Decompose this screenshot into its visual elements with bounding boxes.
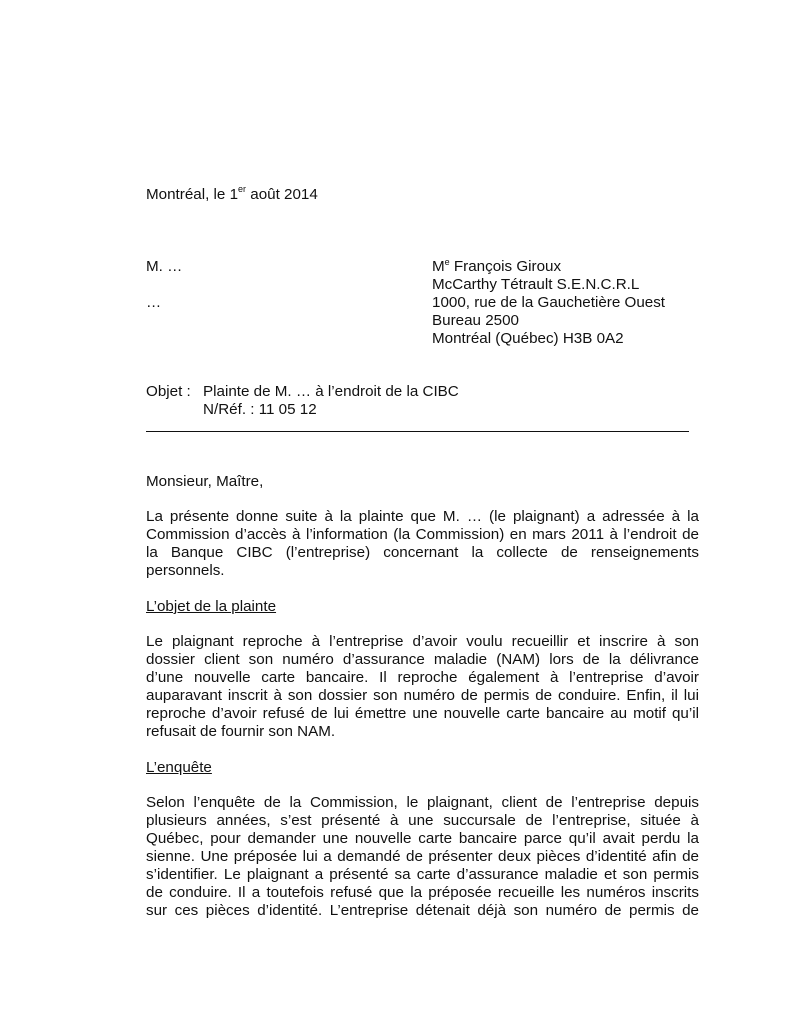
investigation-line: Selon l’enquête de la Commission, le plaignant, client de l’entreprise depuis bbox=[146, 794, 699, 811]
intro-paragraph bbox=[146, 508, 699, 580]
investigation-line: de conduire. Il a toutefois refusé que la préposée recueille les numéros inscrits bbox=[146, 884, 699, 901]
section-heading-complaint: L’objet de la plainte bbox=[146, 598, 277, 615]
intro-line: La présente donne suite à la plainte que M. … (le plaignant) a adressée à la bbox=[146, 508, 699, 525]
subject-divider bbox=[146, 431, 689, 432]
sender-city: Montréal (Québec) H3B 0A2 bbox=[432, 330, 624, 347]
complaint-line: reproche d’avoir refusé de lui émettre une nouvelle carte bancaire au motif qu’il bbox=[146, 705, 699, 722]
section-heading-investigation: L’enquête bbox=[146, 759, 212, 776]
sender-address-block bbox=[432, 258, 665, 348]
intro-line: la Banque CIBC (l’entreprise) concernant la collecte de renseignements bbox=[146, 544, 699, 561]
complaint-line: dossier client son numéro d’assurance maladie (NAM) lors de la délivrance bbox=[146, 651, 699, 668]
recipient-line-1: M. … bbox=[146, 258, 183, 275]
investigation-paragraph bbox=[146, 794, 699, 920]
letter-date bbox=[146, 186, 318, 203]
complaint-paragraph bbox=[146, 633, 699, 741]
intro-line: personnels. bbox=[146, 562, 225, 579]
sender-title: M bbox=[432, 258, 445, 275]
date-superscript: er bbox=[238, 184, 247, 194]
subject-text: Plainte de M. … à l’endroit de la CIBC bbox=[203, 383, 459, 400]
subject-block bbox=[146, 383, 459, 419]
recipient-block bbox=[146, 258, 182, 330]
complaint-line: auparavant inscrit à son dossier son numéro de permis de conduire. Enfin, il lui bbox=[146, 687, 699, 704]
subject-reference: N/Réf. : 11 05 12 bbox=[203, 401, 317, 418]
investigation-line: sienne. Une préposée lui a demandé de présenter deux pièces d’identité afin de bbox=[146, 848, 699, 865]
sender-firm: McCarthy Tétrault S.E.N.C.R.L bbox=[432, 276, 640, 293]
sender-suite: Bureau 2500 bbox=[432, 312, 519, 329]
sender-name: François Giroux bbox=[449, 258, 562, 275]
sender-title-superscript: e bbox=[444, 257, 450, 267]
investigation-line: Québec, pour demander une nouvelle carte bancaire parce qu’il avait perdu la bbox=[146, 830, 699, 847]
complaint-line: refusait de fournir son NAM. bbox=[146, 723, 336, 740]
date-suffix: août 2014 bbox=[246, 186, 318, 203]
complaint-line: d’une nouvelle carte bancaire. Il reproche également à l’entreprise d’avoir bbox=[146, 669, 699, 686]
subject-label: Objet : bbox=[146, 383, 191, 400]
recipient-line-2: … bbox=[146, 294, 162, 311]
date-prefix: Montréal, le 1 bbox=[146, 186, 239, 203]
investigation-line: plusieurs années, s’est présenté à une succursale de l’entreprise, située à bbox=[146, 812, 699, 829]
greeting: Monsieur, Maître, bbox=[146, 473, 264, 490]
complaint-line: Le plaignant reproche à l’entreprise d’avoir voulu recueillir et inscrire à son bbox=[146, 633, 699, 650]
investigation-line: sur ces pièces d’identité. L’entreprise détenait déjà son numéro de permis de bbox=[146, 902, 699, 919]
investigation-line: s’identifier. Le plaignant a présenté sa carte d’assurance maladie et son permis bbox=[146, 866, 699, 883]
sender-street: 1000, rue de la Gauchetière Ouest bbox=[432, 294, 666, 311]
intro-line: Commission d’accès à l’information (la Commission) en mars 2011 à l’endroit de bbox=[146, 526, 699, 543]
